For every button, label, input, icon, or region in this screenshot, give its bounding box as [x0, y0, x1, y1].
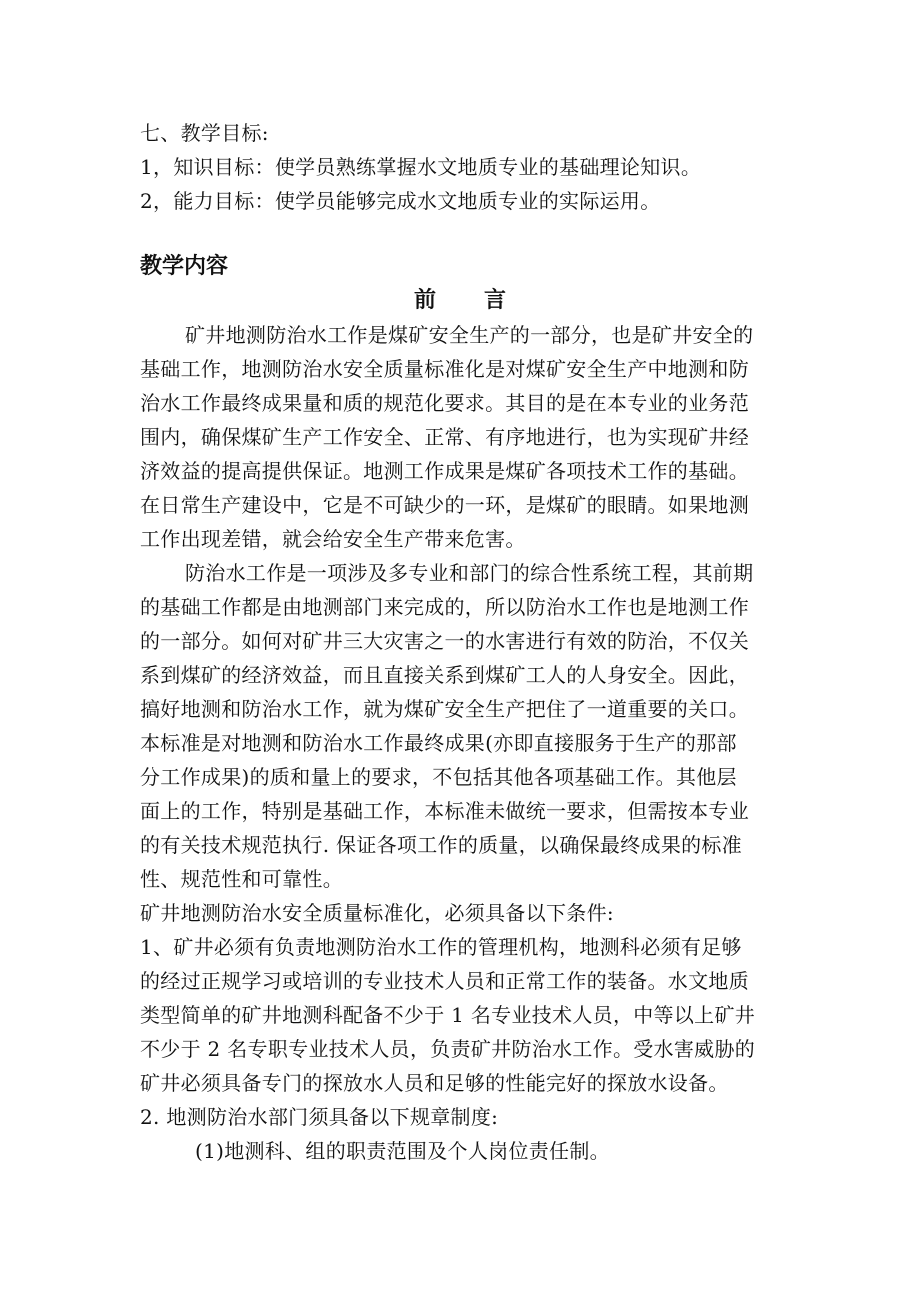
objective-ability: 2，能力目标：使学员能够完成水文地质专业的实际运用。	[140, 189, 661, 213]
paragraph1-line: 济效益的提高提供保证。地测工作成果是煤矿各项技术工作的基础。	[140, 459, 749, 483]
paragraph1-line: 在日常生产建设中，它是不可缺少的一环，是煤矿的眼睛。如果地测	[140, 493, 749, 517]
paragraph1-line: 工作出现差错，就会给安全生产带来危害。	[140, 527, 526, 551]
paragraph1-line: 治水工作最终成果量和质的规范化要求。其目的是在本专业的业务范	[140, 391, 749, 415]
condition2-item: (1)地测科、组的职责范围及个人岗位责任制。	[195, 1139, 610, 1163]
paragraph2-line: 的一部分。如何对矿井三大灾害之一的水害进行有效的防治，不仅关	[140, 629, 749, 653]
paragraph2-line: 系到煤矿的经济效益，而且直接关系到煤矿工人的人身安全。因此，	[140, 663, 749, 687]
condition1-line: 的经过正规学习或培训的专业技术人员和正常工作的装备。水文地质	[140, 969, 749, 993]
condition1-line: 1、矿井必须有负责地测防治水工作的管理机构，地测科必须有足够	[140, 935, 742, 959]
objective-knowledge: 1，知识目标：使学员熟练掌握水文地质专业的基础理论知识。	[140, 155, 702, 179]
paragraph2-line: 的基础工作都是由地测部门来完成的，所以防治水工作也是地测工作	[140, 595, 749, 619]
paragraph2-line: 搞好地测和防治水工作，就为煤矿安全生产把住了一道重要的关口。	[140, 697, 749, 721]
objectives-title: 七、教学目标:	[140, 121, 269, 145]
paragraph2-line: 分工作成果)的质和量上的要求，不包括其他各项基础工作。其他层	[140, 765, 737, 789]
preface-title: 前言	[413, 288, 554, 313]
condition1-line: 类型简单的矿井地测科配备不少于 1 名专业技术人员，中等以上矿井	[140, 1003, 756, 1027]
paragraph2-line: 性、规范性和可靠性。	[140, 867, 343, 891]
condition1-line: 矿井必须具备专门的探放水人员和足够的性能完好的探放水设备。	[140, 1071, 729, 1095]
paragraph1-line: 基础工作，地测防治水安全质量标准化是对煤矿安全生产中地测和防	[140, 357, 749, 381]
condition1-line: 不少于 2 名专职专业技术人员，负责矿井防治水工作。受水害威胁的	[140, 1037, 756, 1061]
paragraph1-line: 围内，确保煤矿生产工作安全、正常、有序地进行，也为实现矿井经	[140, 425, 749, 449]
paragraph2-line: 面上的工作，特别是基础工作，本标准未做统一要求，但需按本专业	[140, 799, 749, 823]
paragraph2-line: 的有关技术规范执行. 保证各项工作的质量，以确保最终成果的标准	[140, 833, 743, 857]
paragraph2-line: 防治水工作是一项涉及多专业和部门的综合性系统工程，其前期	[185, 561, 754, 585]
conditions-intro: 矿井地测防治水安全质量标准化，必须具备以下条件:	[140, 901, 614, 925]
content-heading: 教学内容	[140, 254, 229, 279]
condition2-title: 2. 地测防治水部门须具备以下规章制度:	[140, 1105, 499, 1129]
paragraph2-line: 本标准是对地测和防治水工作最终成果(亦即直接服务于生产的那部	[140, 731, 737, 755]
paragraph1-line: 矿井地测防治水工作是煤矿安全生产的一部分，也是矿井安全的	[185, 323, 754, 347]
